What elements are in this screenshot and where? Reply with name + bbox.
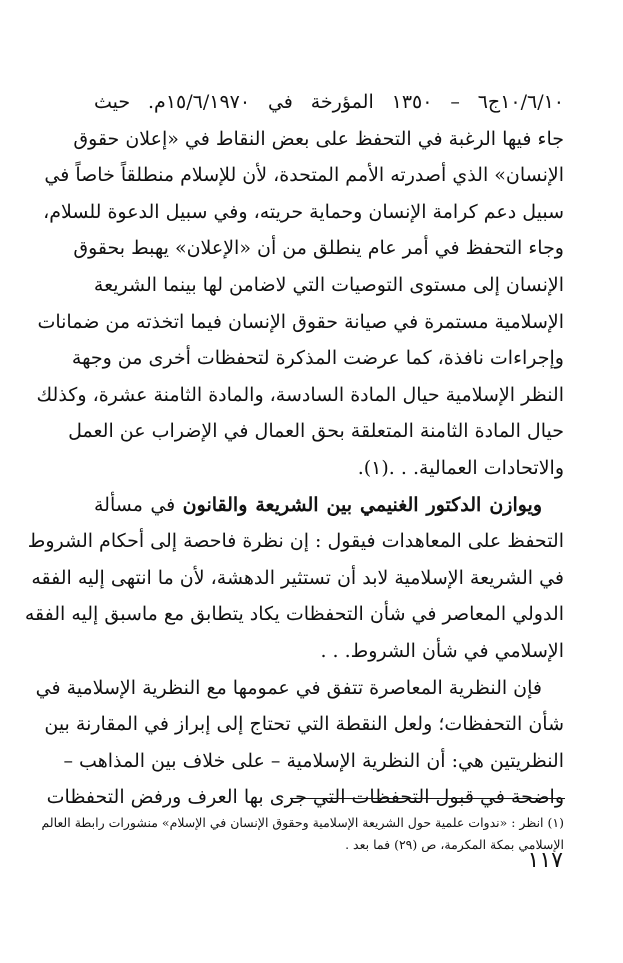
text-line: في الشريعة الإسلامية لابد أن تستثير الدهشة، لأن ما انتهى إليه الفقه [31,566,564,589]
paragraph-1 [36,84,565,487]
text-line: جاء فيها الرغبة في التحفظ على بعض النقاط في «إعلان حقوق [73,127,564,150]
text-line: النظريتين هي: أن النظرية الإسلامية – على خلاف بين المذاهب – [63,749,564,772]
text-line: وإجراءات نافذة، كما عرضت المذكرة لتحفظات أخرى من وجهة [71,347,564,370]
footnote-line: (١) انظر : «ندوات علمية حول الشريعة الإسلامية وحقوق الإنسان في الإسلام» منشورات رابطة العالم [41,815,564,830]
text-line: وجاء التحفظ في أمر عام ينطلق من أن «الإعلان» يهبط بحقوق [73,237,564,260]
text-line [94,487,564,524]
text-line: الدولي المعاصر في شأن التحفظات يكاد يتطابق مع ماسبق إليه الفقه [24,603,564,626]
text-line: الإسلامية مستمرة في صيانة حقوق الإنسان فيما اتخذته من ضمانات [37,310,564,333]
body-text [24,84,565,816]
page-number: ١١٧ [527,848,563,873]
text-line: فإن النظرية المعاصرة تتفق في عمومها مع النظرية الإسلامية في [35,676,542,699]
footnote-divider [290,798,565,799]
footnote-line: الإسلامي بمكة المكرمة، ص (٢٩) فما بعد . [345,837,564,852]
paragraph-3 [35,670,564,816]
paragraph-2 [24,487,564,670]
text-line: واضحة في قبول التحفظات التي جرى بها العرف ورفض التحفظات [46,786,564,809]
text-line: التحفظ على المعاهدات فيقول : إن نظرة فاحصة إلى أحكام الشروط [27,530,564,553]
text-line: الإنسان» الذي أصدرته الأمم المتحدة، لأن للإسلام منطلقاً خاصاً في [44,164,564,187]
text-line: حيال المادة الثامنة المتعلقة بحق العمال في الإضراب عن العمل [68,420,564,443]
footnote [41,812,564,856]
text-line: والاتحادات العمالية. . .(١). [357,456,564,479]
text-line: الإسلامي في شأن الشروط. . . [320,639,564,662]
text-line: ١٠/٦/١٠ج٦ – ١٣٥٠ المؤرخة في ١٥/٦/١٩٧٠م. حيث [94,91,565,113]
text-line: النظر الإسلامية حيال المادة السادسة، والمادة الثامنة عشرة، وكذلك [36,383,564,406]
text-line: شأن التحفظات؛ ولعل النقطة التي تحتاج إلى إبراز في المقارنة بين [44,713,564,736]
text-line: الإنسان إلى مستوى التوصيات التي لاضامن لها بينما الشريعة [93,273,564,296]
lead-line-rest: في مسألة [94,493,183,516]
text-line: سبيل دعم كرامة الإنسان وحماية حريته، وفي سبيل الدعوة للسلام، [43,200,564,223]
bold-lead-phrase: ويوازن الدكتور الغنيمي بين الشريعة والقانون [182,493,543,516]
